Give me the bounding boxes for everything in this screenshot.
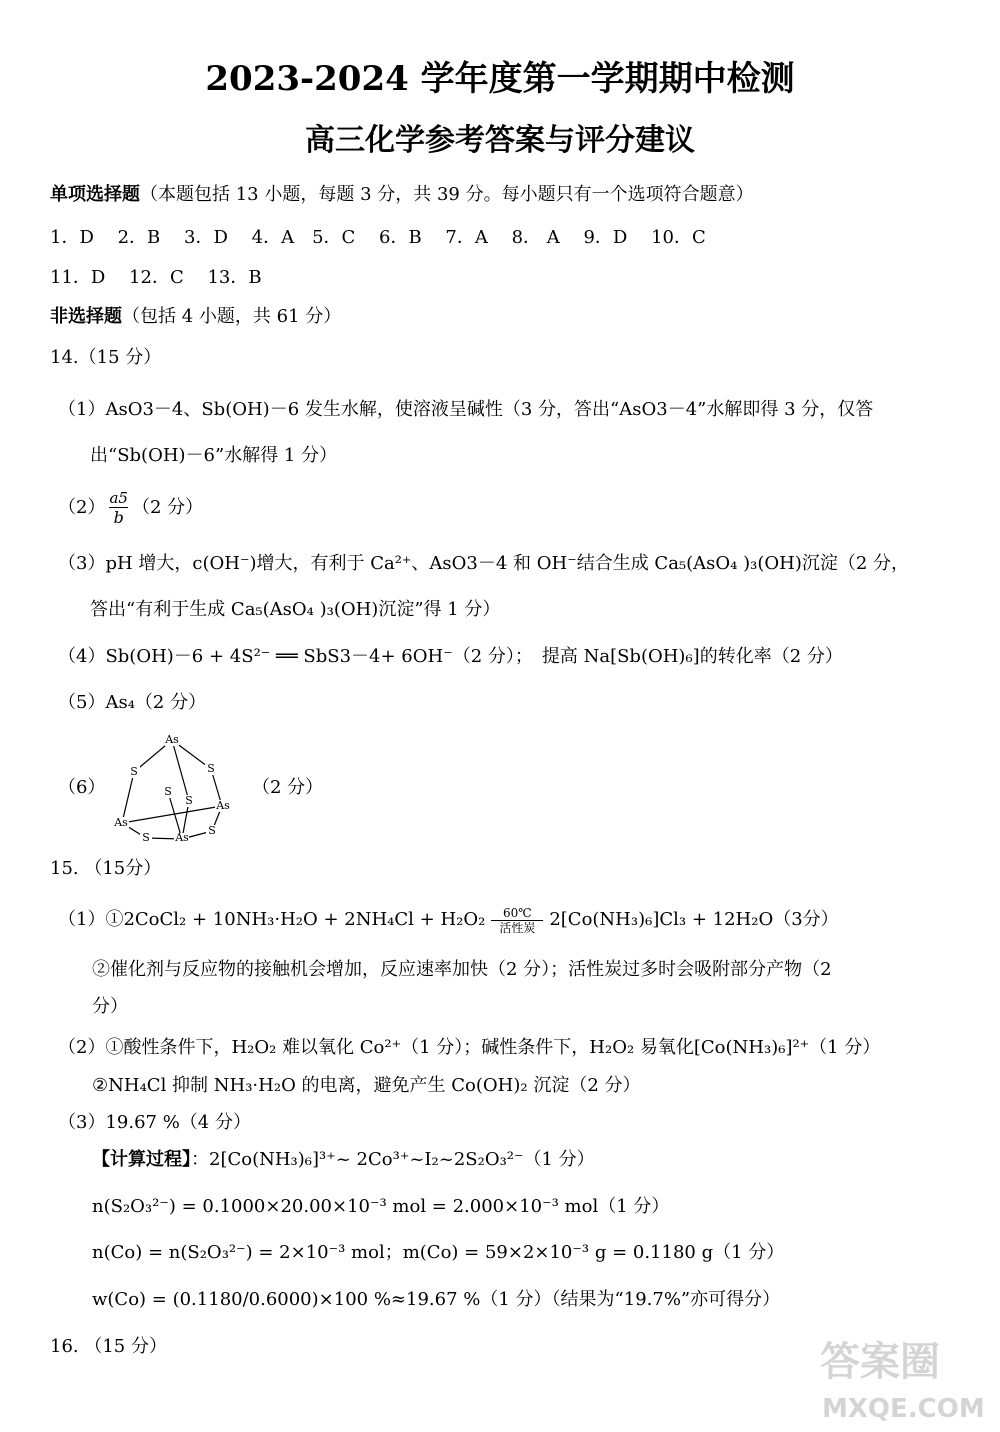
q14-part6-label: （6） [58,777,106,798]
q14-part1-line2: 出“Sb(OH)－6”水解得 1 分） [90,445,338,466]
q14-part1-line1: （1）AsO3－4、Sb(OH)－6 发生水解，使溶液呈碱性（3 分，答出“AsO3－4”水解即得 3 分，仅答 [58,399,874,420]
section-heading: 单项选择题 [50,184,140,205]
arrow-condition-top: 60℃ [502,905,532,920]
q15-calc-3: n(Co) = n(S₂O₃²⁻) = 2×10⁻³ mol；m(Co) = 59×2×10⁻³ g = 0.1180 g（1 分） [92,1242,785,1263]
q16-header: 16. （15 分） [50,1336,167,1357]
fraction-numerator: a5 [109,488,128,507]
as4s4-structure [104,732,244,844]
q15-part2b: ②NH₄Cl 抑制 NH₃·H₂O 的电离，避免产生 Co(OH)₂ 沉淀（2 分） [92,1075,641,1096]
atom-s: S [130,765,138,778]
atom-s: S [185,794,193,807]
atom-s: S [142,831,150,844]
watermark-url: MXQE.COM [822,1394,985,1424]
atom-as-left: As [114,816,128,829]
watermark-logo: 答案圈 [820,1339,940,1385]
section-note: （本题包括 13 小题，每题 3 分，共 39 分。每小题只有一个选项符合题意） [140,184,754,205]
atom-s: S [164,785,172,798]
reaction-arrow [491,906,543,935]
equation-products: 2[Co(NH₃)₆]Cl₃ + 12H₂O（3分） [549,909,839,930]
q14-part3-line2: 答出“有利于生成 Ca₅(AsO₄ )₃(OH)沉淀”得 1 分） [90,599,501,620]
q15-part2a: （2）①酸性条件下，H₂O₂ 难以氧化 Co²⁺（1 分）；碱性条件下，H₂O₂ 易氧化[Co(NH₃)₆]²⁺（1 分） [58,1037,881,1058]
q15-calc-4: w(Co) = (0.1180/0.6000)×100 %≈19.67 %（1 分）（结果为“19.7%”亦可得分） [92,1289,781,1310]
atom-as-bottom: As [175,831,189,844]
answers-row-2: 11．D 12．C 13．B [50,267,262,288]
section-non-choice [50,305,341,329]
q15-part1b-line1: ②催化剂与反应物的接触机会增加，反应速率加快（2 分）；活性炭过多时会吸附部分产物（2 [92,959,832,980]
section-note: （包括 4 小题，共 61 分） [122,306,342,327]
q14-part2 [58,486,203,530]
fraction-denominator: b [109,507,128,528]
q14-header: 14.（15 分） [50,347,162,368]
section-single-choice [50,183,754,207]
q14-part2-score: （2 分） [131,497,204,518]
equation-reactants: （1）①2CoCl₂ + 10NH₃·H₂O + 2NH₄Cl + H₂O₂ [58,909,486,930]
q14-part5: （5）As₄（2 分） [58,692,207,713]
q15-part1-equation [58,900,839,940]
q15-calc-2: n(S₂O₃²⁻) = 0.1000×20.00×10⁻³ mol = 2.000×10⁻³ mol（1 分） [92,1196,670,1217]
q15-calc-1 [92,1148,595,1172]
q14-part3-line1: （3）pH 增大，c(OH⁻)增大，有利于 Ca²⁺、AsO3－4 和 OH⁻结合生成 Ca₅(AsO₄ )₃(OH)沉淀（2 分， [58,553,910,574]
page-subtitle: 高三化学参考答案与评分建议 [305,123,695,158]
q14-part6-score: （2 分） [252,777,324,798]
answers-row-1: 1．D 2．B 3．D 4．A 5．C 6．B 7．A 8． A 9．D 10．C [50,227,706,248]
atom-as-right: As [216,799,230,812]
atom-s: S [208,824,216,837]
page-title: 2023-2024 学年度第一学期期中检测 [205,59,795,99]
q15-header: 15. （15分） [50,858,162,879]
calc-label: 【计算过程】 [92,1149,191,1170]
q15-part1b-line2: 分） [92,996,128,1017]
q14-part2-label: （2） [58,497,106,518]
fraction [109,489,128,528]
q15-part3: （3）19.67 %（4 分） [58,1112,251,1133]
q14-part4: （4）Sb(OH)－6 + 4S²⁻ ══ SbS3－4+ 6OH⁻（2 分）； 提高 Na[Sb(OH)₆]的转化率（2 分） [58,646,843,667]
atom-as-top: As [165,733,179,746]
atom-s: S [207,762,215,775]
calc-relation: ：2[Co(NH₃)₆]³⁺~ 2Co³⁺~I₂~2S₂O₃²⁻（1 分） [191,1149,595,1170]
section-heading: 非选择题 [50,306,122,327]
arrow-condition-bottom: 活性炭 [499,920,536,935]
